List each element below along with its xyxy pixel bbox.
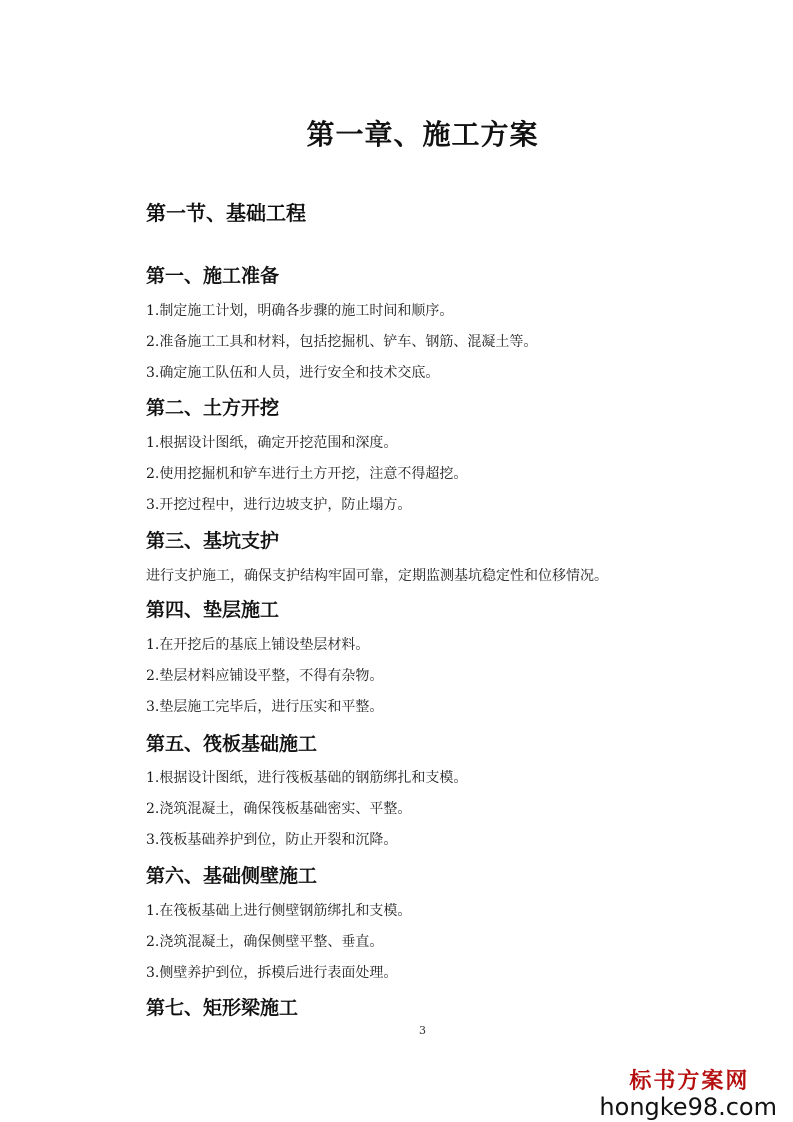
page-title: 第一章、施工方案 (306, 118, 539, 151)
list-item: 1.在开挖后的基底上铺设垫层材料。 (146, 637, 370, 653)
list-item: 2.垫层材料应铺设平整，不得有杂物。 (146, 668, 384, 684)
subsection-heading: 第二、土方开挖 (146, 397, 280, 419)
subsection-heading: 第一、施工准备 (146, 265, 280, 287)
section-title: 第一节、基础工程 (146, 201, 306, 225)
subsection-heading: 第三、基坑支护 (146, 530, 280, 552)
paragraph: 进行支护施工，确保支护结构牢固可靠，定期监测基坑稳定性和位移情况。 (146, 568, 608, 584)
page-number: 3 (419, 1024, 426, 1037)
list-item: 3.开挖过程中，进行边坡支护，防止塌方。 (146, 497, 412, 513)
list-item: 2.使用挖掘机和铲车进行土方开挖，注意不得超挖。 (146, 466, 468, 482)
watermark-site-name: 标书方案网 (629, 1068, 750, 1094)
list-item: 2.准备施工工具和材料，包括挖掘机、铲车、钢筋、混凝土等。 (146, 334, 538, 350)
list-item: 1.制定施工计划，明确各步骤的施工时间和顺序。 (146, 303, 454, 319)
subsection-heading: 第五、筏板基础施工 (146, 733, 318, 755)
list-item: 3.筏板基础养护到位，防止开裂和沉降。 (146, 832, 398, 848)
list-item: 2.浇筑混凝土，确保筏板基础密实、平整。 (146, 801, 412, 817)
subsection-heading: 第七、矩形梁施工 (146, 997, 299, 1019)
watermark-url: hongke98.com (599, 1093, 777, 1121)
list-item: 3.垫层施工完毕后，进行压实和平整。 (146, 699, 384, 715)
list-item: 2.浇筑混凝土，确保侧壁平整、垂直。 (146, 934, 384, 950)
subsection-heading: 第四、垫层施工 (146, 599, 280, 621)
list-item: 1.在筏板基础上进行侧壁钢筋绑扎和支模。 (146, 903, 412, 919)
list-item: 3.确定施工队伍和人员，进行安全和技术交底。 (146, 365, 440, 381)
list-item: 1.根据设计图纸，进行筏板基础的钢筋绑扎和支模。 (146, 770, 468, 786)
list-item: 1.根据设计图纸，确定开挖范围和深度。 (146, 435, 398, 451)
subsection-heading: 第六、基础侧壁施工 (146, 865, 318, 887)
list-item: 3.侧壁养护到位，拆模后进行表面处理。 (146, 965, 398, 981)
watermark (599, 1070, 777, 1119)
